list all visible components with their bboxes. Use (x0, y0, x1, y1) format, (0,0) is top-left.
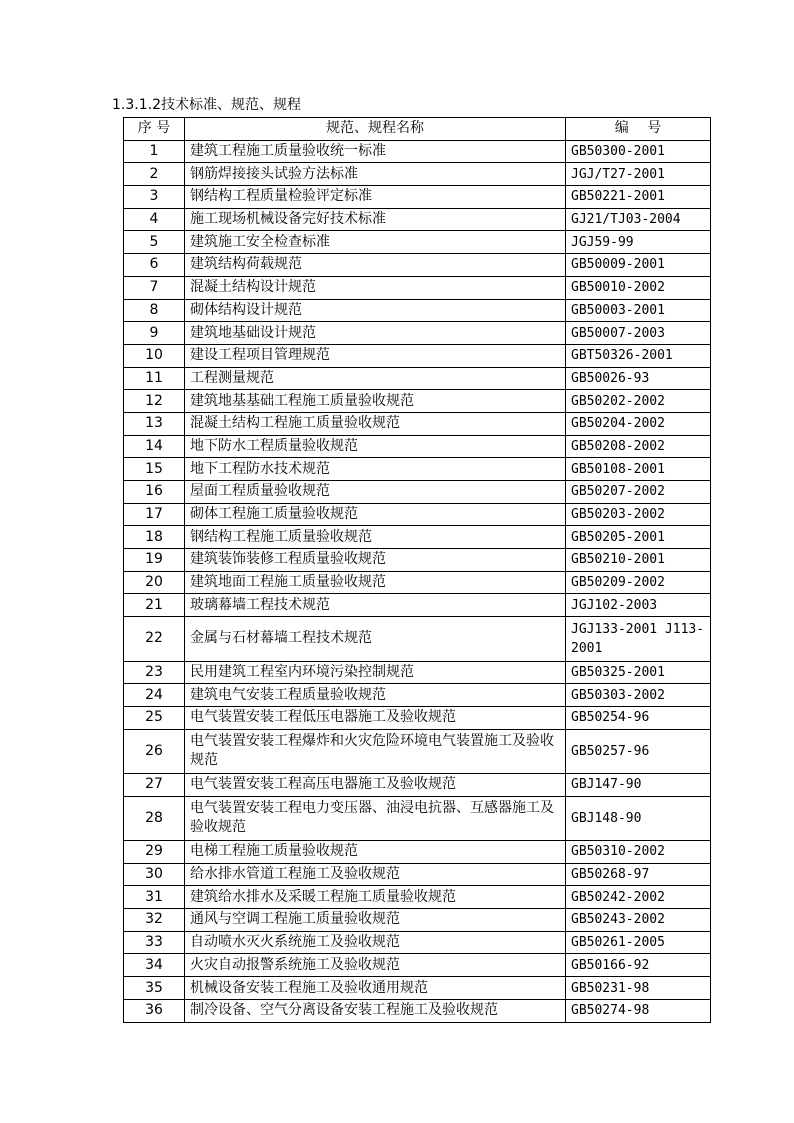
row-standard-code: GB50010-2002 (566, 276, 711, 299)
row-serial-no: 13 (124, 412, 185, 435)
row-standard-name: 通风与空调工程施工质量验收规范 (185, 909, 566, 932)
table-row (124, 954, 711, 977)
row-serial-no: 24 (124, 684, 185, 707)
table-row (124, 231, 711, 254)
row-serial-no: 8 (124, 299, 185, 322)
row-standard-name: 建筑装饰装修工程质量验收规范 (185, 549, 566, 572)
row-standard-name: 建筑电气安装工程质量验收规范 (185, 684, 566, 707)
row-standard-name: 砌体工程施工质量验收规范 (185, 503, 566, 526)
row-serial-no: 14 (124, 435, 185, 458)
row-standard-name: 电气装置安装工程电力变压器、油浸电抗器、互感器施工及验收规范 (185, 796, 566, 840)
table-row (124, 140, 711, 163)
section-heading: 1.3.1.2技术标准、规范、规程 (112, 97, 301, 113)
table-row (124, 276, 711, 299)
row-standard-code: GB50268-97 (566, 863, 711, 886)
table-row (124, 931, 711, 954)
row-standard-code: GB50009-2001 (566, 254, 711, 277)
table-row (124, 163, 711, 186)
row-standard-name: 混凝土结构工程施工质量验收规范 (185, 412, 566, 435)
row-standard-name: 电梯工程施工质量验收规范 (185, 841, 566, 864)
row-standard-name: 建设工程项目管理规范 (185, 344, 566, 367)
table-row (124, 254, 711, 277)
row-standard-code: JGJ59-99 (566, 231, 711, 254)
row-standard-code: JGJ/T27-2001 (566, 163, 711, 186)
row-serial-no: 15 (124, 458, 185, 481)
row-standard-code: GB50202-2002 (566, 390, 711, 413)
row-standard-name: 建筑地基础设计规范 (185, 322, 566, 345)
header-standard-name: 规范、规程名称 (185, 118, 566, 141)
row-standard-name: 地下工程防水技术规范 (185, 458, 566, 481)
table-row (124, 841, 711, 864)
row-standard-name: 屋面工程质量验收规范 (185, 481, 566, 504)
row-standard-name: 火灾自动报警系统施工及验收规范 (185, 954, 566, 977)
row-standard-code: GB50108-2001 (566, 458, 711, 481)
row-serial-no: 3 (124, 186, 185, 209)
table-row (124, 481, 711, 504)
row-standard-code: GB50231-98 (566, 977, 711, 1000)
row-standard-code: GBT50326-2001 (566, 344, 711, 367)
row-standard-name: 电气装置安装工程低压电器施工及验收规范 (185, 706, 566, 729)
row-standard-code: JGJ133-2001 J113-2001 (566, 617, 711, 661)
row-standard-name: 工程测量规范 (185, 367, 566, 390)
row-standard-name: 施工现场机械设备完好技术标准 (185, 208, 566, 231)
row-serial-no: 35 (124, 977, 185, 1000)
row-serial-no: 32 (124, 909, 185, 932)
row-serial-no: 17 (124, 503, 185, 526)
table-row (124, 773, 711, 796)
row-standard-code: GB50221-2001 (566, 186, 711, 209)
row-standard-name: 建筑工程施工质量验收统一标准 (185, 140, 566, 163)
row-standard-name: 建筑地面工程施工质量验收规范 (185, 571, 566, 594)
table-row (124, 886, 711, 909)
row-standard-code: GB50207-2002 (566, 481, 711, 504)
row-standard-name: 建筑地基基础工程施工质量验收规范 (185, 390, 566, 413)
table-row (124, 526, 711, 549)
row-serial-no: 10 (124, 344, 185, 367)
row-serial-no: 4 (124, 208, 185, 231)
row-standard-name: 金属与石材幕墙工程技术规范 (185, 617, 566, 661)
table-row (124, 684, 711, 707)
row-standard-code: GB50205-2001 (566, 526, 711, 549)
table-row (124, 367, 711, 390)
row-standard-name: 钢结构工程质量检验评定标准 (185, 186, 566, 209)
row-standard-code: GB50243-2002 (566, 909, 711, 932)
row-standard-code: GB50300-2001 (566, 140, 711, 163)
table-row (124, 863, 711, 886)
table-row (124, 594, 711, 617)
row-standard-code: GB50274-98 (566, 999, 711, 1022)
row-standard-name: 砌体结构设计规范 (185, 299, 566, 322)
table-row (124, 617, 711, 661)
table-row (124, 299, 711, 322)
row-standard-code: GB50203-2002 (566, 503, 711, 526)
row-standard-code: GB50254-96 (566, 706, 711, 729)
row-standard-name: 建筑施工安全检查标准 (185, 231, 566, 254)
row-standard-code: GB50325-2001 (566, 661, 711, 684)
row-serial-no: 27 (124, 773, 185, 796)
row-serial-no: 29 (124, 841, 185, 864)
header-code: 编 号 (566, 118, 711, 141)
table-row (124, 390, 711, 413)
row-standard-name: 制冷设备、空气分离设备安装工程施工及验收规范 (185, 999, 566, 1022)
table-row (124, 549, 711, 572)
table-row (124, 186, 711, 209)
row-standard-name: 机械设备安装工程施工及验收通用规范 (185, 977, 566, 1000)
row-serial-no: 20 (124, 571, 185, 594)
row-standard-code: GB50007-2003 (566, 322, 711, 345)
row-standard-name: 自动喷水灭火系统施工及验收规范 (185, 931, 566, 954)
row-serial-no: 12 (124, 390, 185, 413)
table-row (124, 503, 711, 526)
row-standard-code: GB50003-2001 (566, 299, 711, 322)
row-standard-code: GB50257-96 (566, 729, 711, 773)
row-standard-name: 电气装置安装工程高压电器施工及验收规范 (185, 773, 566, 796)
row-serial-no: 25 (124, 706, 185, 729)
row-serial-no: 36 (124, 999, 185, 1022)
table-row (124, 796, 711, 840)
row-serial-no: 23 (124, 661, 185, 684)
row-standard-name: 钢筋焊接接头试验方法标准 (185, 163, 566, 186)
row-standard-code: GB50208-2002 (566, 435, 711, 458)
row-standard-code: GB50204-2002 (566, 412, 711, 435)
row-serial-no: 11 (124, 367, 185, 390)
row-standard-code: GBJ147-90 (566, 773, 711, 796)
row-standard-name: 地下防水工程质量验收规范 (185, 435, 566, 458)
row-standard-code: GB50303-2002 (566, 684, 711, 707)
table-row (124, 729, 711, 773)
row-standard-code: GB50310-2002 (566, 841, 711, 864)
row-standard-name: 民用建筑工程室内环境污染控制规范 (185, 661, 566, 684)
row-serial-no: 28 (124, 796, 185, 840)
table-row (124, 412, 711, 435)
table-row (124, 571, 711, 594)
row-serial-no: 30 (124, 863, 185, 886)
table-row (124, 977, 711, 1000)
table-row (124, 999, 711, 1022)
row-serial-no: 21 (124, 594, 185, 617)
row-serial-no: 34 (124, 954, 185, 977)
table-header-row (124, 118, 711, 141)
row-standard-code: GB50026-93 (566, 367, 711, 390)
row-serial-no: 7 (124, 276, 185, 299)
row-serial-no: 19 (124, 549, 185, 572)
table-row (124, 661, 711, 684)
row-serial-no: 2 (124, 163, 185, 186)
row-standard-code: GB50166-92 (566, 954, 711, 977)
row-standard-code: JGJ102-2003 (566, 594, 711, 617)
row-standard-code: GB50210-2001 (566, 549, 711, 572)
row-serial-no: 18 (124, 526, 185, 549)
table-row (124, 208, 711, 231)
table-row (124, 435, 711, 458)
row-serial-no: 26 (124, 729, 185, 773)
row-standard-name: 混凝土结构设计规范 (185, 276, 566, 299)
row-serial-no: 9 (124, 322, 185, 345)
row-standard-code: GBJ148-90 (566, 796, 711, 840)
row-standard-code: GJ21/TJ03-2004 (566, 208, 711, 231)
row-standard-name: 给水排水管道工程施工及验收规范 (185, 863, 566, 886)
row-standard-code: GB50209-2002 (566, 571, 711, 594)
row-standard-code: GB50242-2002 (566, 886, 711, 909)
table-row (124, 458, 711, 481)
row-serial-no: 6 (124, 254, 185, 277)
row-serial-no: 33 (124, 931, 185, 954)
row-standard-name: 建筑给水排水及采暖工程施工质量验收规范 (185, 886, 566, 909)
table-row (124, 706, 711, 729)
table-row (124, 344, 711, 367)
row-serial-no: 31 (124, 886, 185, 909)
row-standard-code: GB50261-2005 (566, 931, 711, 954)
row-serial-no: 16 (124, 481, 185, 504)
row-standard-name: 钢结构工程施工质量验收规范 (185, 526, 566, 549)
row-standard-name: 电气装置安装工程爆炸和火灾危险环境电气装置施工及验收规范 (185, 729, 566, 773)
row-standard-name: 玻璃幕墙工程技术规范 (185, 594, 566, 617)
standards-table (123, 117, 711, 1023)
row-serial-no: 22 (124, 617, 185, 661)
table-row (124, 322, 711, 345)
row-serial-no: 5 (124, 231, 185, 254)
row-standard-name: 建筑结构荷载规范 (185, 254, 566, 277)
header-serial-no: 序 号 (124, 118, 185, 141)
row-serial-no: 1 (124, 140, 185, 163)
table-row (124, 909, 711, 932)
